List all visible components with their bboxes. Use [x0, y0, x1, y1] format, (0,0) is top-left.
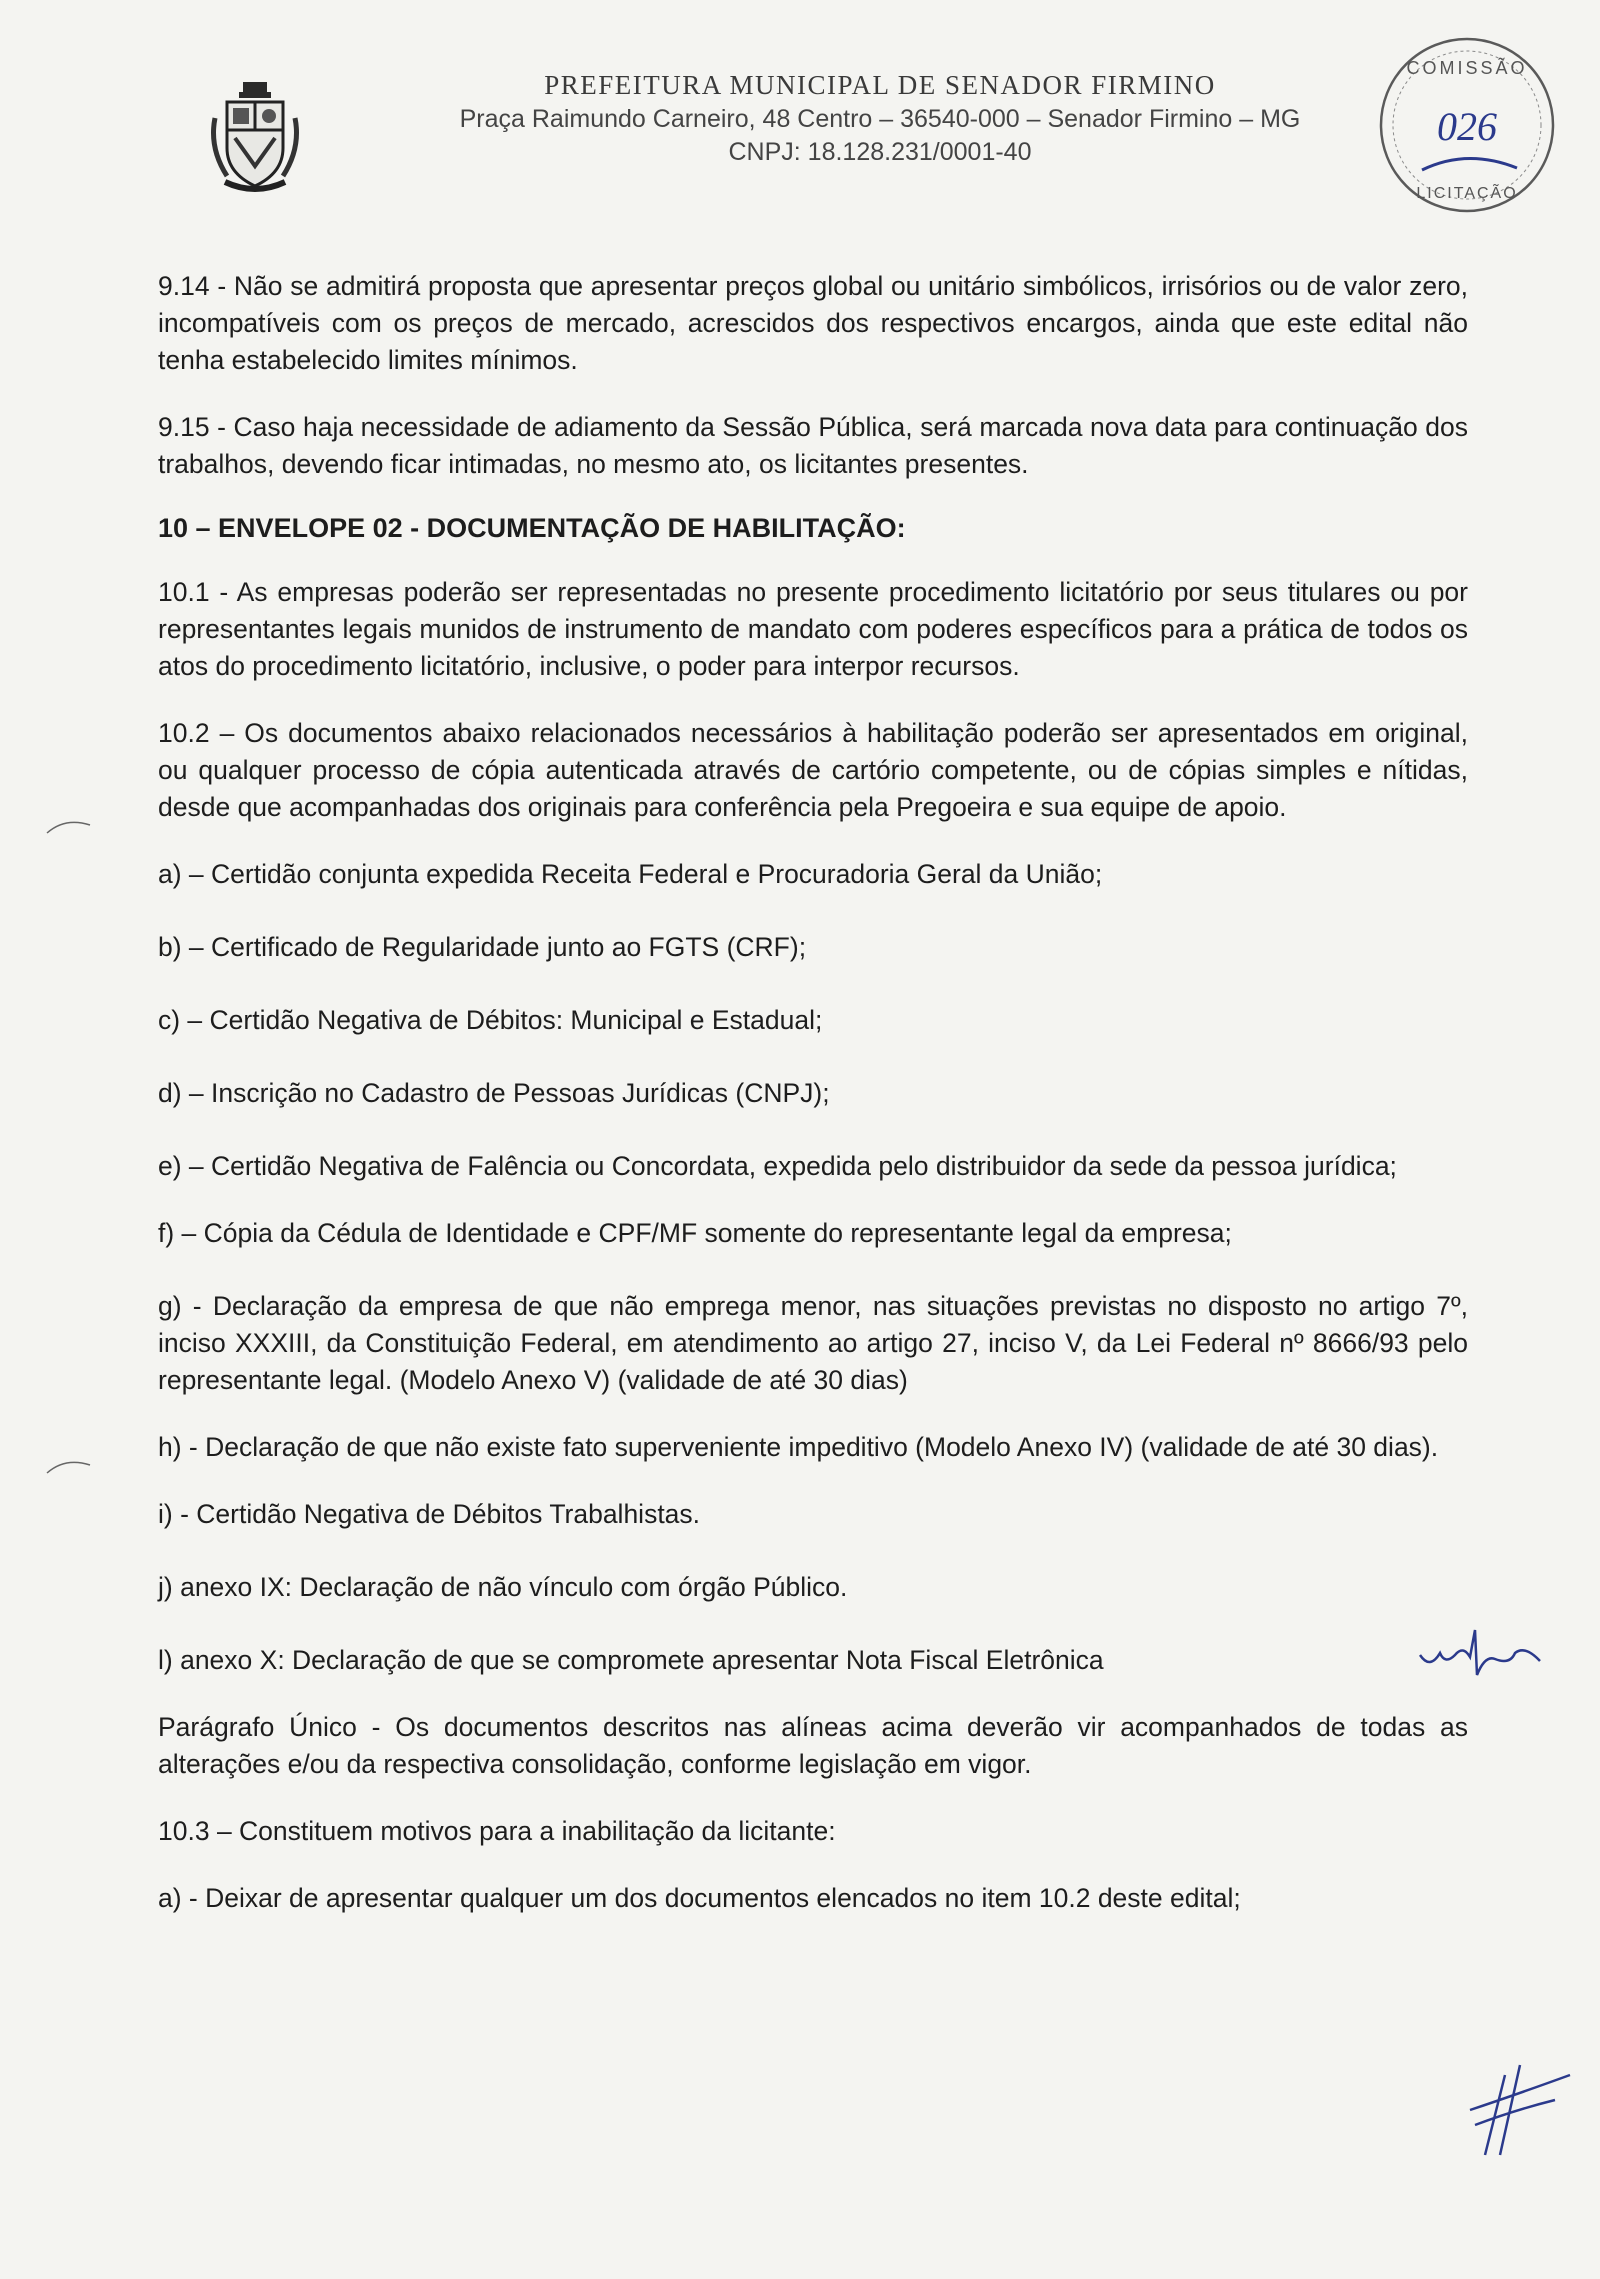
stamp-number: 026	[1437, 104, 1497, 149]
list-item-h: h) - Declaração de que não existe fato superveniente impeditivo (Modelo Anexo IV) (validade de até 30 dias).	[158, 1432, 1439, 1462]
commission-stamp	[1372, 30, 1562, 220]
document-body	[158, 268, 1468, 1947]
stamp-top-text: COMISSÃO	[1406, 58, 1528, 78]
list-item-i: i) - Certidão Negativa de Débitos Trabalhistas.	[158, 1499, 701, 1529]
list-item-b: b) – Certificado de Regularidade junto ao FGTS (CRF);	[158, 932, 807, 962]
clause-9-14: 9.14 - Não se admitirá proposta que apresentar preços global ou unitário simbólicos, irrisórios ou de valor zero, incompatíveis com os preços de mercado, acrescidos dos respectivos encargos, ainda que este edital não tenha estabelecido limites mínimos.	[158, 271, 1468, 375]
clause-10-3-item-a: a) - Deixar de apresentar qualquer um dos documentos elencados no item 10.2 deste edital;	[158, 1883, 1241, 1913]
clause-10-1: 10.1 - As empresas poderão ser representadas no presente procedimento licitatório por seus titulares ou por representantes legais munidos de instrumento de mandato com poderes específicos para a prática de todos os atos do procedimento licitatório, inclusive, o poder para interpor recursos.	[158, 577, 1468, 681]
list-item-j: j) anexo IX: Declaração de não vínculo com órgão Público.	[158, 1572, 848, 1602]
org-name: PREFEITURA MUNICIPAL DE SENADOR FIRMINO	[544, 70, 1216, 100]
list-item-e: e) – Certidão Negativa de Falência ou Concordata, expedida pelo distribuidor da sede da pessoa jurídica;	[158, 1151, 1397, 1181]
list-item-f: f) – Cópia da Cédula de Identidade e CPF/MF somente do representante legal da empresa;	[158, 1218, 1232, 1248]
clause-9-15: 9.15 - Caso haja necessidade de adiamento da Sessão Pública, será marcada nova data para continuação dos trabalhos, devendo ficar intimadas, no mesmo ato, os licitantes presentes.	[158, 412, 1468, 479]
handwritten-initials	[1415, 1625, 1545, 1685]
clause-10-2: 10.2 – Os documentos abaixo relacionados necessários à habilitação poderão ser apresentados em original, ou qualquer processo de cópia autenticada através de cartório competente, ou de cópias simples e nítidas, desde que acompanhadas dos originais para conferência pela Pregoeira e sua equipe de apoio.	[158, 718, 1468, 822]
municipal-crest-logo	[205, 78, 305, 198]
list-item-a: a) – Certidão conjunta expedida Receita Federal e Procuradoria Geral da União;	[158, 859, 1103, 889]
margin-mark	[45, 815, 95, 835]
paragrafo-unico: Parágrafo Único - Os documentos descritos nas alíneas acima deverão vir acompanhados de todas as alterações e/ou da respectiva consolidação, conforme legislação em vigor.	[158, 1712, 1468, 1779]
section-10-heading: 10 – ENVELOPE 02 - DOCUMENTAÇÃO DE HABILITAÇÃO:	[158, 513, 906, 543]
org-address: Praça Raimundo Carneiro, 48 Centro – 36540-000 – Senador Firmino – MG	[459, 105, 1301, 133]
letterhead	[400, 70, 1360, 171]
list-item-g: g) - Declaração da empresa de que não emprega menor, nas situações previstas no disposto no artigo 7º, inciso XXXIII, da Constituição Federal, em atendimento ao artigo 27, inciso V, da Lei Federal nº 8666/93 pelo representante legal. (Modelo Anexo V) (validade de até 30 dias)	[158, 1291, 1468, 1395]
list-item-d: d) – Inscrição no Cadastro de Pessoas Jurídicas (CNPJ);	[158, 1078, 830, 1108]
list-item-c: c) – Certidão Negativa de Débitos: Municipal e Estadual;	[158, 1005, 823, 1035]
list-item-l: l) anexo X: Declaração de que se compromete apresentar Nota Fiscal Eletrônica	[158, 1645, 1104, 1675]
margin-mark	[45, 1455, 95, 1475]
handwritten-signature	[1465, 2055, 1575, 2165]
org-cnpj: CNPJ: 18.128.231/0001-40	[728, 138, 1032, 166]
stamp-bottom-text: LICITAÇÃO	[1416, 185, 1518, 202]
clause-10-3: 10.3 – Constituem motivos para a inabilitação da licitante:	[158, 1816, 836, 1846]
